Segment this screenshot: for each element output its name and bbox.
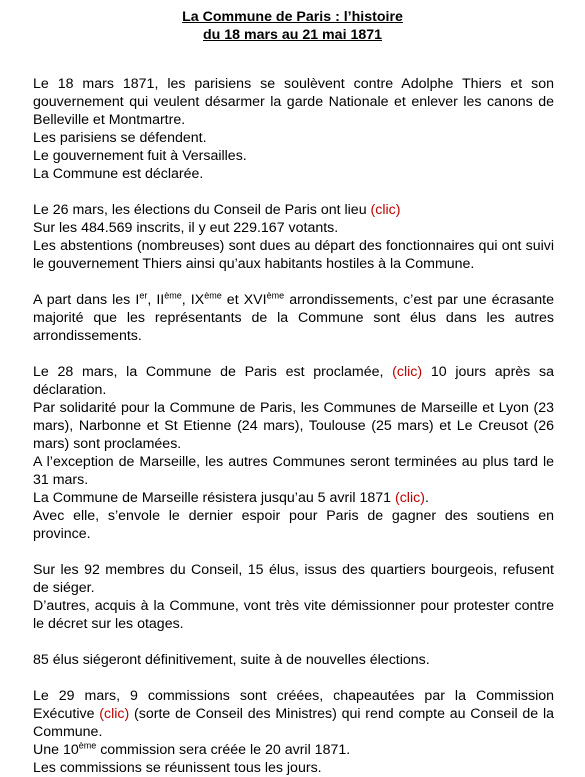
paragraph: 85 élus siégeront définitivement, suite à de nouvelles élections. [33,652,430,668]
paragraph: Les abstentions (nombreuses) sont dues au départ des fonctionnaires qui ont suivi le gouvernement Thiers ainsi qu’aux habitants hostiles à la Commune. [33,238,554,272]
paragraph: Sur les 484.569 inscrits, il y eut 229.167 votants. [33,220,339,236]
clic-link-commission[interactable]: (clic) [99,706,130,722]
paragraph [33,201,554,219]
text-segment: , II [147,292,165,308]
paragraph [33,291,554,345]
paragraph [33,741,554,759]
superscript: ème [266,290,285,301]
paragraph: Le gouvernement fuit à Versailles. [33,148,247,164]
paragraph [33,687,554,741]
text-segment: 10 jours après sa déclaration. [33,364,554,398]
title-line-2: du 18 mars au 21 mai 1871 [202,27,383,43]
paragraph: Sur les 92 membres du Conseil, 15 élus, issus des quartiers bourgeois, refusent de siéger. [33,562,554,596]
text-segment: Le 28 mars, la Commune de Paris est proclamée, [33,364,384,380]
paragraph-text: Le 26 mars, les élections du Conseil de Paris ont lieu [33,202,367,218]
superscript: ème [164,290,182,301]
text-segment: , IX [181,292,205,308]
superscript: er [139,290,148,301]
spacer [33,543,554,561]
paragraph: Par solidarité pour la Commune de Paris, les Communes de Marseille et Lyon (23 mars), Narbonne et St Etienne (24 mars), Toulouse (25 mars) et Le Creusot (26 mars) sont proclamées. [33,400,554,452]
spacer [33,183,554,201]
text-segment: Le 29 mars, 9 commissions sont créées, chapeautées par la Commission Exécutive [33,688,554,722]
spacer [33,345,554,363]
clic-link-proclamation[interactable]: (clic) [392,364,423,380]
paragraph: La Commune est déclarée. [33,166,204,182]
spacer [33,633,554,651]
text-segment: . [424,490,429,506]
paragraph [33,363,554,399]
paragraph: Les parisiens se défendent. [33,130,207,146]
spacer [33,669,554,687]
clic-link-marseille[interactable]: (clic) [394,490,425,506]
paragraph [33,489,554,507]
superscript: ème [204,290,222,301]
text-segment: arrondissements, c’est par une écrasante majorité que les représentants de la Commune sont élus dans les autres arrondissements. [33,292,554,344]
text-segment: commission sera créée le 20 avril 1871. [96,742,351,758]
paragraph: D’autres, acquis à la Commune, vont très vite démissionner pour protester contre le décret sur les otages. [33,598,554,632]
spacer [33,273,554,291]
paragraph: Le 18 mars 1871, les parisiens se soulèvent contre Adolphe Thiers et son gouvernement qui veulent désarmer la garde Nationale et enlever les canons de Belleville et Montmartre. [33,76,554,128]
superscript: ème [78,740,97,751]
paragraph: Avec elle, s’envole le dernier espoir pour Paris de gagner des soutiens en province. [33,508,554,542]
text-segment: A part dans les I [33,292,140,308]
paragraph: A l’exception de Marseille, les autres Communes seront terminées au plus tard le 31 mars. [33,454,554,488]
text-segment: Une 10 [33,742,79,758]
title-line-1: La Commune de Paris : l’histoire [182,9,403,25]
text-segment: et XVI [221,292,267,308]
page-title [0,0,585,44]
text-segment: La Commune de Marseille résistera jusqu’au 5 avril 1871 [33,490,392,506]
paragraph: Les commissions se réunissent tous les jours. [33,760,322,776]
text-segment: (sorte de Conseil des Ministres) qui rend compte au Conseil de la Commune. [33,706,554,740]
document-body [33,75,554,777]
clic-link-elections[interactable]: (clic) [370,202,401,218]
